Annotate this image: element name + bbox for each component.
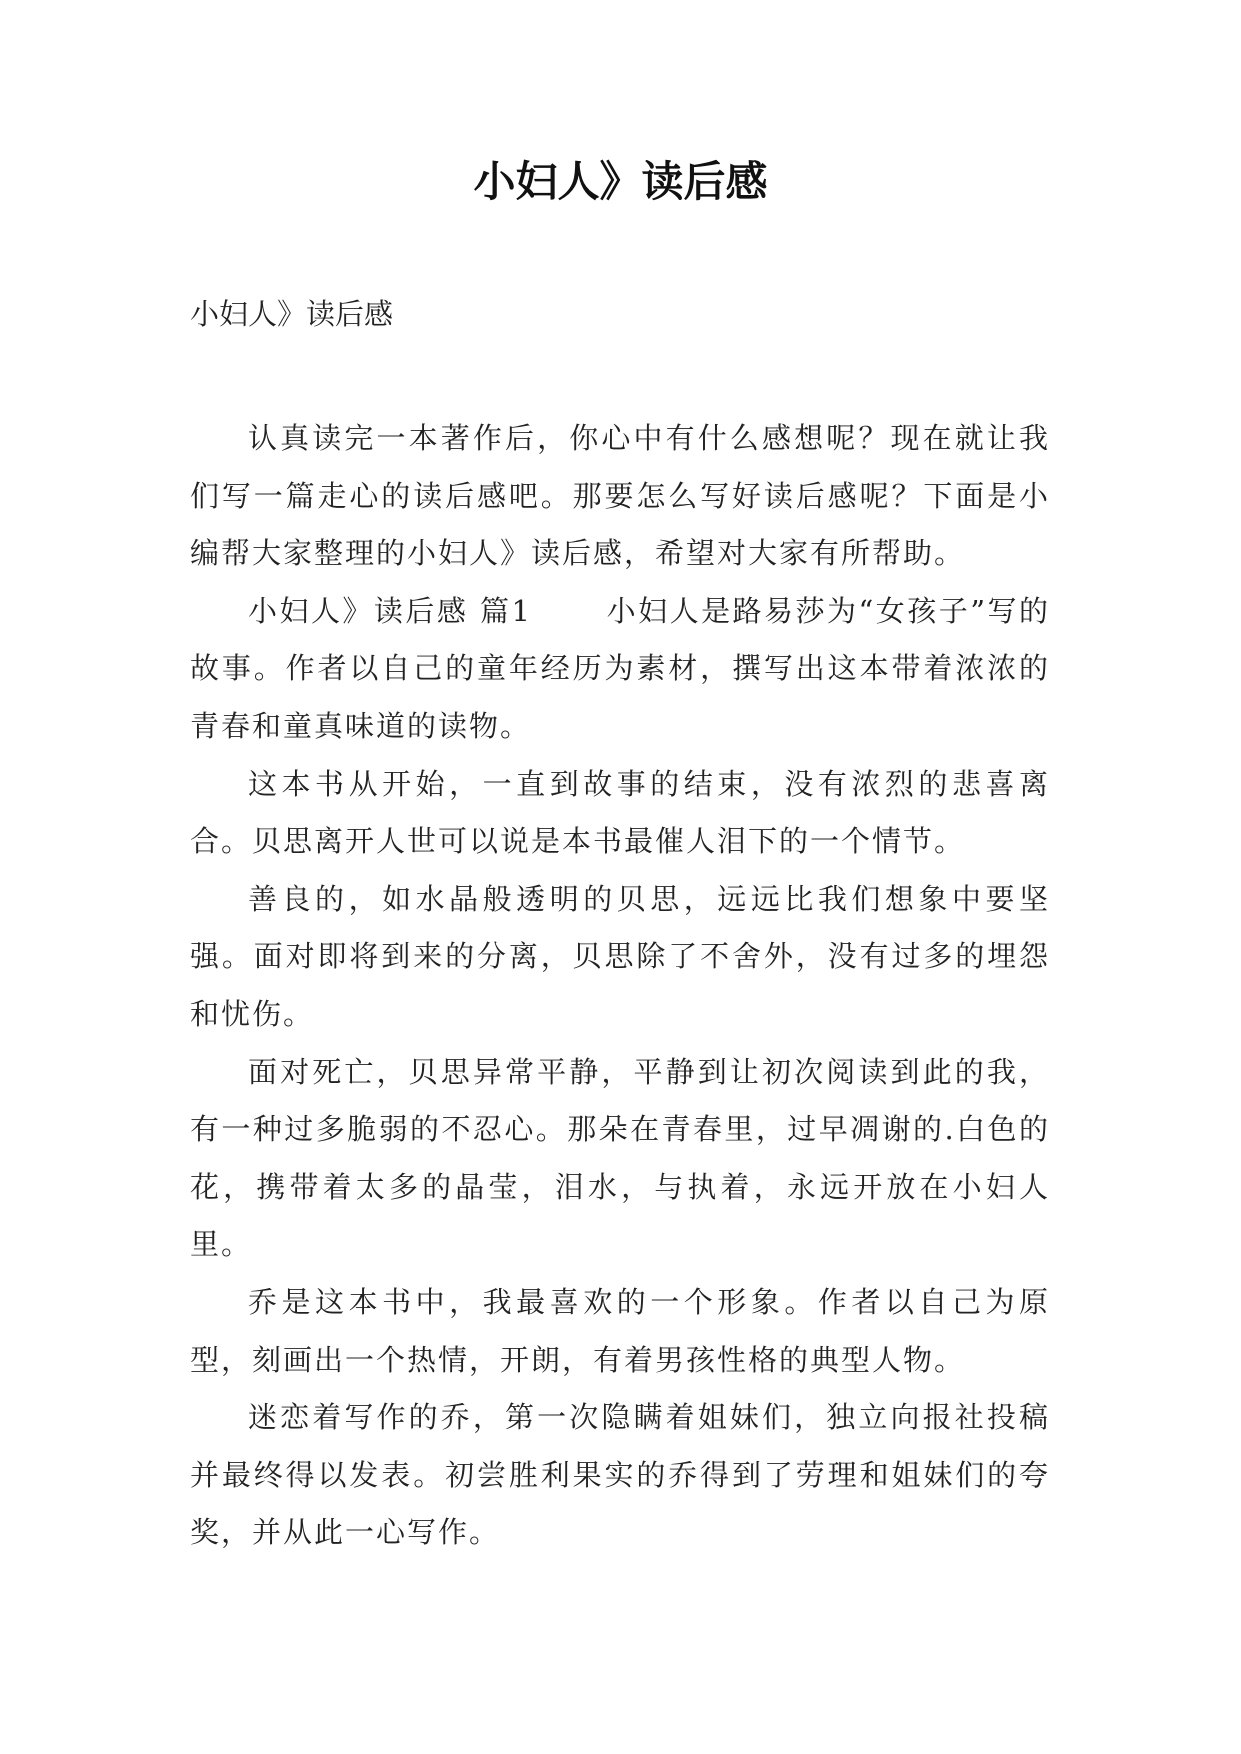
paragraph: 面对死亡，贝思异常平静，平静到让初次阅读到此的我，有一种过多脆弱的不忍心。那朵在青春里，过早凋谢的.白色的花，携带着太多的晶莹，泪水，与执着，永远开放在小妇人里。 bbox=[190, 1054, 1050, 1262]
paragraph: 小妇人》读后感 篇1 小妇人是路易莎为“女孩子”写的故事。作者以自己的童年经历为素材，撰写出这本带着浓浓的青春和童真味道的读物。 bbox=[190, 593, 1050, 743]
document-subtitle: 小妇人》读后感 bbox=[190, 297, 394, 331]
document-title: 小妇人》读后感 bbox=[473, 157, 768, 206]
paragraph: 善良的，如水晶般透明的贝思，远远比我们想象中要坚强。面对即将到来的分离，贝思除了不舍外，没有过多的埋怨和忧伤。 bbox=[190, 881, 1050, 1031]
paragraph: 乔是这本书中，我最喜欢的一个形象。作者以自己为原型，刻画出一个热情，开朗，有着男孩性格的典型人物。 bbox=[190, 1284, 1050, 1377]
document-body bbox=[190, 410, 1050, 1562]
paragraph: 这本书从开始，一直到故事的结束，没有浓烈的悲喜离合。贝思离开人世可以说是本书最催人泪下的一个情节。 bbox=[190, 766, 1050, 859]
paragraph: 认真读完一本著作后，你心中有什么感想呢？现在就让我们写一篇走心的读后感吧。那要怎么写好读后感呢？下面是小编帮大家整理的小妇人》读后感，希望对大家有所帮助。 bbox=[190, 421, 1050, 571]
paragraph: 迷恋着写作的乔，第一次隐瞒着姐妹们，独立向报社投稿并最终得以发表。初尝胜利果实的乔得到了劳理和姐妹们的夸奖，并从此一心写作。 bbox=[190, 1400, 1050, 1550]
